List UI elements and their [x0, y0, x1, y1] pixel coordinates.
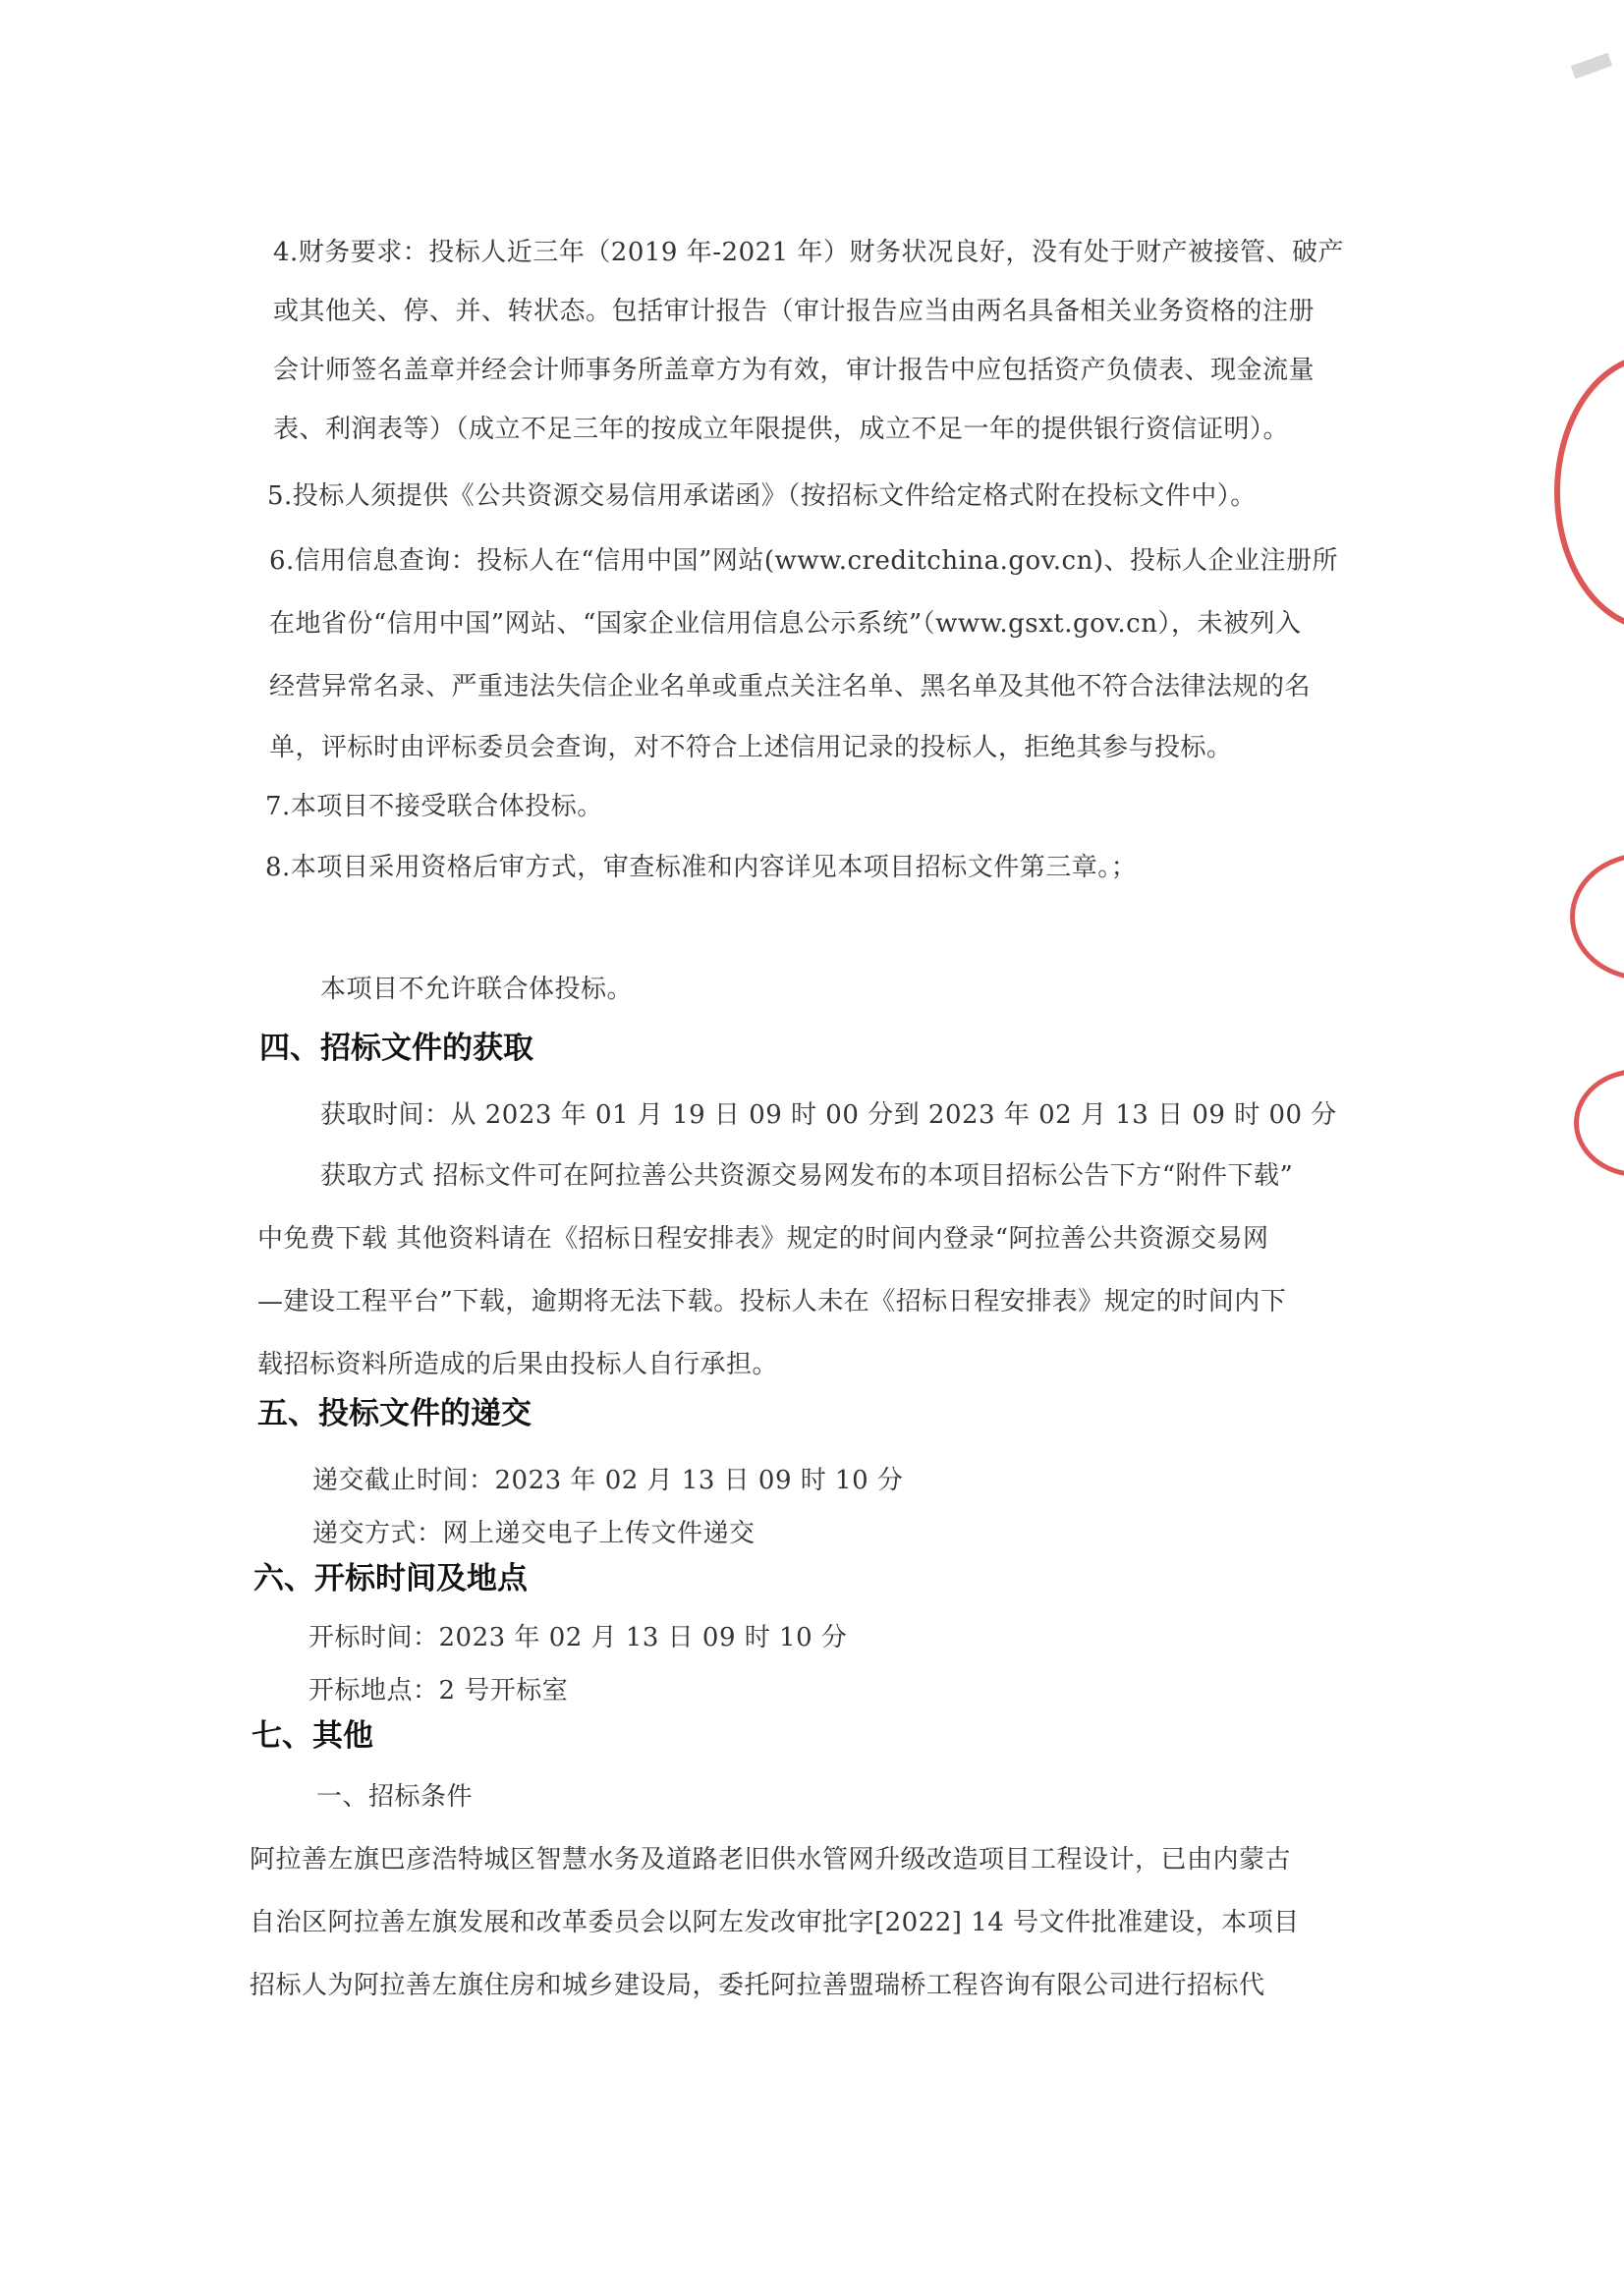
financial-requirement-line-4: 表、利润表等）（成立不足三年的按成立年限提供，成立不足一年的提供银行资信证明）。 [273, 415, 1290, 444]
bid-opening-place: 开标地点：2 号开标室 [308, 1676, 569, 1706]
seal-stamp-fragment [1574, 1069, 1624, 1177]
section-6-title: 六、开标时间及地点 [253, 1561, 528, 1596]
scan-mark-icon [1571, 53, 1612, 80]
document-acquisition-method-line-2: 中免费下载 其他资料请在《招标日程安排表》规定的时间内登录“阿拉善公共资源交易网 [257, 1224, 1269, 1254]
document-acquisition-method-line-3: —建设工程平台”下载，逾期将无法下载。投标人未在《招标日程安排表》规定的时间内下 [257, 1287, 1287, 1316]
credit-query-line-4: 单，评标时由评标委员会查询，对不符合上述信用记录的投标人，拒绝其参与投标。 [269, 733, 1233, 762]
bid-opening-time: 开标时间：2023 年 02 月 13 日 09 时 10 分 [308, 1623, 848, 1652]
submission-deadline: 递交截止时间：2023 年 02 月 13 日 09 时 10 分 [312, 1466, 904, 1495]
post-qualification-line: 8.本项目采用资格后审方式，审查标准和内容详见本项目招标文件第三章。； [265, 853, 1138, 882]
credit-query-line-2: 在地省份“信用中国”网站、“国家企业信用信息公示系统”（www.gsxt.gov.cn），未被列入 [269, 609, 1302, 639]
tender-conditions-line-1: 阿拉善左旗巴彦浩特城区智慧水务及道路老旧供水管网升级改造项目工程设计，已由内蒙古 [250, 1845, 1292, 1875]
document-acquisition-method-line-1: 获取方式 招标文件可在阿拉善公共资源交易网发布的本项目招标公告下方“附件下载” [320, 1161, 1294, 1191]
document-acquisition-method-line-4: 载招标资料所造成的后果由投标人自行承担。 [257, 1350, 779, 1379]
consortium-not-allowed-note: 本项目不允许联合体投标。 [320, 975, 634, 1004]
seal-stamp-fragment [1554, 354, 1624, 631]
no-consortium-line: 7.本项目不接受联合体投标。 [265, 792, 603, 821]
credit-query-line-3: 经营异常名录、严重违法失信企业名单或重点关注名单、黑名单及其他不符合法律法规的名 [269, 672, 1312, 701]
tender-conditions-line-3: 招标人为阿拉善左旗住房和城乡建设局，委托阿拉善盟瑞桥工程咨询有限公司进行招标代 [250, 1971, 1265, 2000]
credit-commitment-line: 5.投标人须提供《公共资源交易信用承诺函》（按招标文件给定格式附在投标文件中）。 [267, 481, 1257, 511]
credit-query-line-1: 6.信用信息查询：投标人在“信用中国”网站(www.creditchina.gov.cn)、投标人企业注册所 [269, 546, 1339, 576]
section-4-title: 四、招标文件的获取 [259, 1031, 533, 1066]
tender-conditions-line-2: 自治区阿拉善左旗发展和改革委员会以阿左发改审批字[2022] 14 号文件批准建设，本项目 [250, 1908, 1300, 1937]
financial-requirement-line-2: 或其他关、停、并、转状态。包括审计报告（审计报告应当由两名具备相关业务资格的注册 [273, 297, 1316, 326]
tender-conditions-subtitle: 一、招标条件 [316, 1782, 474, 1812]
seal-stamp-fragment [1570, 853, 1624, 980]
section-5-title: 五、投标文件的递交 [257, 1396, 532, 1431]
section-7-title: 七、其他 [252, 1718, 373, 1754]
financial-requirement-line-1: 4.财务要求：投标人近三年（2019 年-2021 年）财务状况良好，没有处于财产被接管、破产 [273, 238, 1344, 267]
submission-method: 递交方式：网上递交电子上传文件递交 [312, 1519, 756, 1548]
document-acquisition-time: 获取时间：从 2023 年 01 月 19 日 09 时 00 分到 2023 年 02 月 13 日 09 时 00 分 [320, 1100, 1337, 1130]
financial-requirement-line-3: 会计师签名盖章并经会计师事务所盖章方为有效，审计报告中应包括资产负债表、现金流量 [273, 356, 1316, 385]
